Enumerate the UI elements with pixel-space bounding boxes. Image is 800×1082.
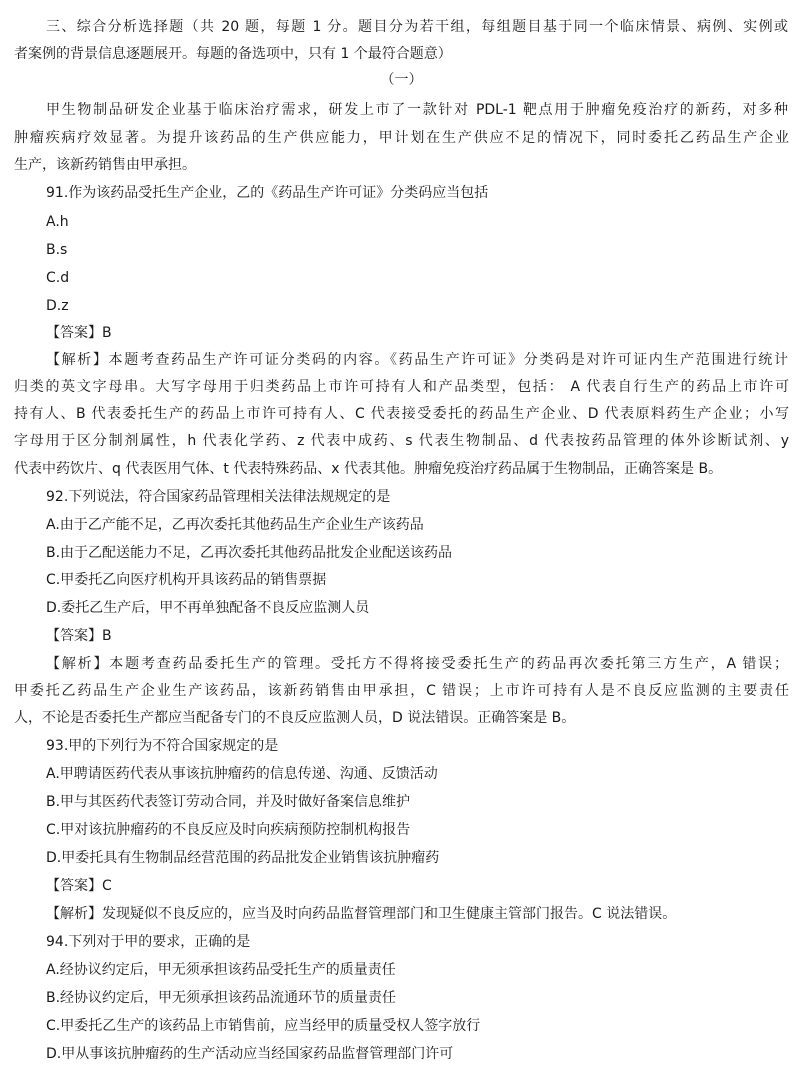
answer-92: 【答案】B bbox=[46, 628, 112, 644]
answer-91: 【答案】B bbox=[46, 325, 112, 341]
option-94-c: C.甲委托乙生产的该药品上市销售前，应当经甲的质量受权人签字放行 bbox=[46, 1018, 481, 1034]
option-94-a: A.经协议约定后，甲无须承担该药品受托生产的质量责任 bbox=[46, 962, 396, 978]
section-instructions-line-2: 者案例的背景信息逐题展开。每题的备选项中，只有 1 个最符合题意） bbox=[14, 46, 452, 62]
analysis-93-line-1: 【解析】发现疑似不良反应的，应当及时向药品监督管理部门和卫生健康主管部门报告。C 说法错误。 bbox=[46, 906, 677, 922]
analysis-92-line-3: 人，不论是否委托生产都应当配备专门的不良反应监测人员，D 说法错误。正确答案是 B。 bbox=[14, 710, 576, 726]
option-94-d: D.甲从事该抗肿瘤药的生产活动应当经国家药品监督管理部门许可 bbox=[46, 1046, 454, 1062]
scenario-line-2: 肿瘤疾病疗效显著。为提升该药品的生产供应能力，甲计划在生产供应不足的情况下，同时委托乙药品生产企业 bbox=[14, 130, 789, 146]
question-stem-91: 91.作为该药品受托生产企业，乙的《药品生产许可证》分类码应当包括 bbox=[46, 185, 489, 201]
group-label: （一） bbox=[380, 72, 423, 88]
option-93-a: A.甲聘请医药代表从事该抗肿瘤药的信息传递、沟通、反馈活动 bbox=[46, 766, 438, 782]
scenario-line-3: 生产，该新药销售由甲承担。 bbox=[14, 157, 196, 173]
option-92-a: A.由于乙产能不足，乙再次委托其他药品生产企业生产该药品 bbox=[46, 517, 424, 533]
option-91-c: C.d bbox=[46, 270, 70, 286]
analysis-91-line-2: 归类的英文字母串。大写字母用于归类药品上市许可持有人和产品类型，包括： A 代表自行生产的药品上市许可 bbox=[14, 379, 789, 395]
option-92-d: D.委托乙生产后，甲不再单独配备不良反应监测人员 bbox=[46, 600, 370, 616]
option-91-a: A.h bbox=[46, 214, 69, 230]
question-stem-92: 92.下列说法，符合国家药品管理相关法律法规规定的是 bbox=[46, 489, 391, 505]
question-stem-93: 93.甲的下列行为不符合国家规定的是 bbox=[46, 738, 279, 754]
question-stem-94: 94.下列对于甲的要求，正确的是 bbox=[46, 934, 251, 950]
option-92-b: B.由于乙配送能力不足，乙再次委托其他药品批发企业配送该药品 bbox=[46, 545, 453, 561]
option-92-c: C.甲委托乙向医疗机构开具该药品的销售票据 bbox=[46, 572, 327, 588]
analysis-91-line-5: 代表中药饮片、q 代表医用气体、t 代表特殊药品、x 代表其他。肿瘤免疫治疗药品属于生物制品，正确答案是 B。 bbox=[14, 461, 723, 477]
analysis-92-line-2: 甲委托乙药品生产企业生产该药品，该新药销售由甲承担，C 错误；上市许可持有人是不良反应监测的主要责任 bbox=[14, 683, 789, 699]
analysis-91-line-3: 持有人、B 代表委托生产的药品上市许可持有人、C 代表接受委托的药品生产企业、D 代表原料药生产企业；小写 bbox=[14, 406, 789, 422]
option-94-b: B.经协议约定后，甲无须承担该药品流通环节的质量责任 bbox=[46, 990, 397, 1006]
option-93-c: C.甲对该抗肿瘤药的不良反应及时向疾病预防控制机构报告 bbox=[46, 822, 411, 838]
option-93-d: D.甲委托具有生物制品经营范围的药品批发企业销售该抗肿瘤药 bbox=[46, 850, 440, 866]
option-91-b: B.s bbox=[46, 242, 68, 258]
section-instructions-line-1: 三、综合分析选择题（共 20 题，每题 1 分。题目分为若干组，每组题目基于同一个临床情景、病例、实例或 bbox=[46, 19, 788, 35]
option-91-d: D.z bbox=[46, 298, 69, 314]
analysis-91-line-1: 【解析】本题考查药品生产许可证分类码的内容。《药品生产许可证》分类码是对许可证内生产范围进行统计 bbox=[46, 352, 788, 368]
answer-93: 【答案】C bbox=[46, 878, 112, 894]
analysis-91-line-4: 字母用于区分制剂属性，h 代表化学药、z 代表中成药、s 代表生物制品、d 代表按药品管理的体外诊断试剂、y bbox=[14, 433, 789, 449]
scenario-line-1: 甲生物制品研发企业基于临床治疗需求，研发上市了一款针对 PDL-1 靶点用于肿瘤免疫治疗的新药，对多种 bbox=[46, 102, 788, 118]
option-93-b: B.甲与其医药代表签订劳动合同，并及时做好备案信息维护 bbox=[46, 794, 411, 810]
analysis-92-line-1: 【解析】本题考查药品委托生产的管理。受托方不得将接受委托生产的药品再次委托第三方生产，A 错误； bbox=[46, 656, 788, 672]
